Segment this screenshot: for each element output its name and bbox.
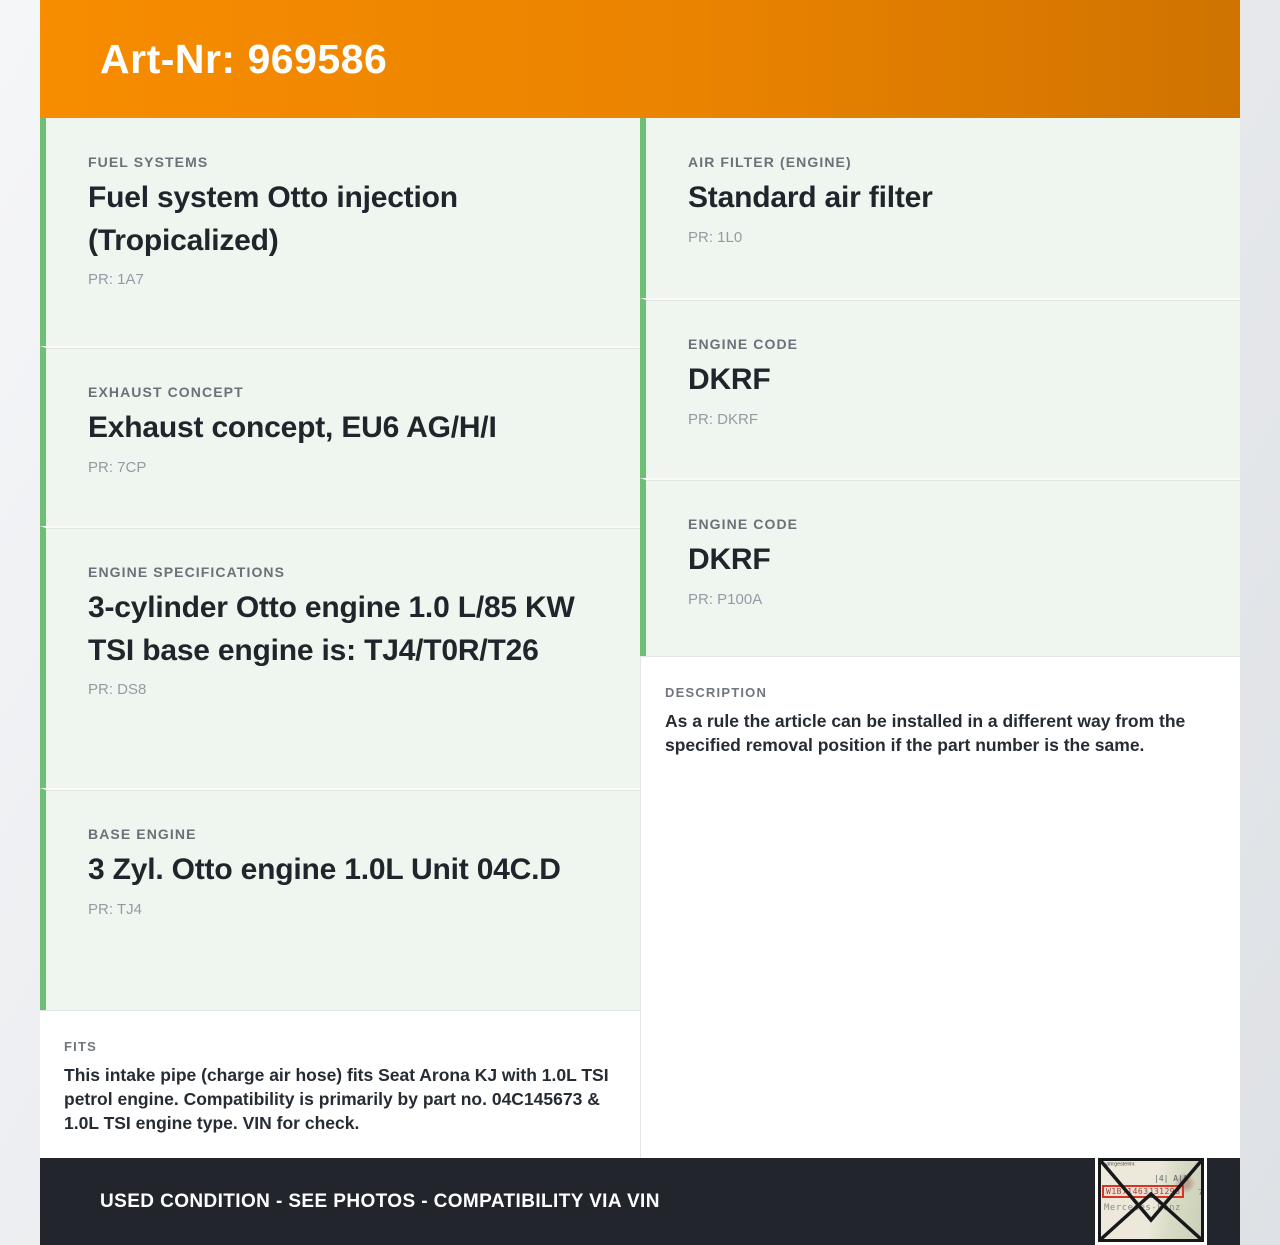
- card-fuel-systems: [40, 118, 640, 346]
- card-label: AIR FILTER (ENGINE): [688, 154, 852, 170]
- card-base-engine: [40, 788, 640, 1010]
- card-title: 3-cylinder Otto engine 1.0 L/85 KW TSI base engine is: TJ4/T0R/T26: [88, 591, 575, 667]
- pr-code: PR: P100A: [688, 590, 763, 608]
- left-column: [40, 118, 640, 1158]
- pr-code: PR: DS8: [88, 681, 147, 699]
- fits-text: This intake pipe (charge air hose) fits Seat Arona KJ with 1.0L TSI petrol engine. Compatibility is primarily by part no. 04C145673 & 1.0L TSI engine type. VIN for check.: [64, 1065, 609, 1134]
- envelope-icon: [1098, 1158, 1204, 1242]
- condition-footer: [40, 1158, 1240, 1245]
- fits-label: FITS: [64, 1039, 97, 1054]
- card-title: Standard air filter: [688, 181, 933, 214]
- card-title: DKRF: [688, 543, 771, 576]
- pr-code: PR: 7CP: [88, 458, 147, 476]
- card-label: BASE ENGINE: [88, 826, 197, 842]
- pr-code: PR: 1A7: [88, 271, 144, 289]
- pr-code: PR: DKRF: [688, 410, 759, 428]
- header-banner: [40, 0, 1240, 118]
- article-number-title: Art-Nr: 969586: [100, 35, 388, 82]
- fits-section: [40, 1010, 640, 1158]
- vin-suffix: 7: [1198, 1188, 1203, 1197]
- card-exhaust-concept: [40, 346, 640, 526]
- card-title: Exhaust concept, EU6 AG/H/I: [88, 411, 497, 444]
- fahrgestellnr-label: Fahrgestellnr.: [1103, 1162, 1136, 1168]
- card-label: ENGINE CODE: [688, 336, 799, 352]
- brand-text: Mercedes-Benz: [1104, 1203, 1181, 1213]
- card-engine-code-2: [640, 478, 1240, 656]
- card-label: ENGINE CODE: [688, 516, 799, 532]
- description-section: [640, 656, 1240, 1158]
- vin-highlight-box: W1B71463J31298: [1102, 1185, 1184, 1198]
- main-content: [40, 118, 1240, 1158]
- card-label: EXHAUST CONCEPT: [88, 384, 244, 400]
- card-label: ENGINE SPECIFICATIONS: [88, 564, 286, 580]
- card-air-filter: [640, 118, 1240, 298]
- card-title: DKRF: [688, 363, 771, 396]
- pr-code: PR: 1L0: [688, 228, 743, 246]
- card-engine-code-1: [640, 298, 1240, 478]
- card-label: FUEL SYSTEMS: [88, 154, 209, 170]
- vin-document-thumbnail: [1095, 1155, 1207, 1245]
- right-column: [640, 118, 1240, 1158]
- card-title: 3 Zyl. Otto engine 1.0L Unit 04C.D: [88, 853, 561, 886]
- condition-text: USED CONDITION - SEE PHOTOS - COMPATIBILITY VIA VIN: [100, 1190, 660, 1212]
- card-engine-specifications: [40, 526, 640, 788]
- description-text: As a rule the article can be installed in a different way from the specified removal position if the part number is the same.: [665, 711, 1186, 756]
- document-code-row: |4| A|A: [1154, 1174, 1188, 1183]
- registration-document-image: [1098, 1158, 1204, 1242]
- pr-code: PR: TJ4: [88, 900, 142, 918]
- description-label: DESCRIPTION: [665, 685, 768, 700]
- card-title: Fuel system Otto injection (Tropicalized): [88, 181, 458, 257]
- product-sheet: [40, 0, 1240, 1245]
